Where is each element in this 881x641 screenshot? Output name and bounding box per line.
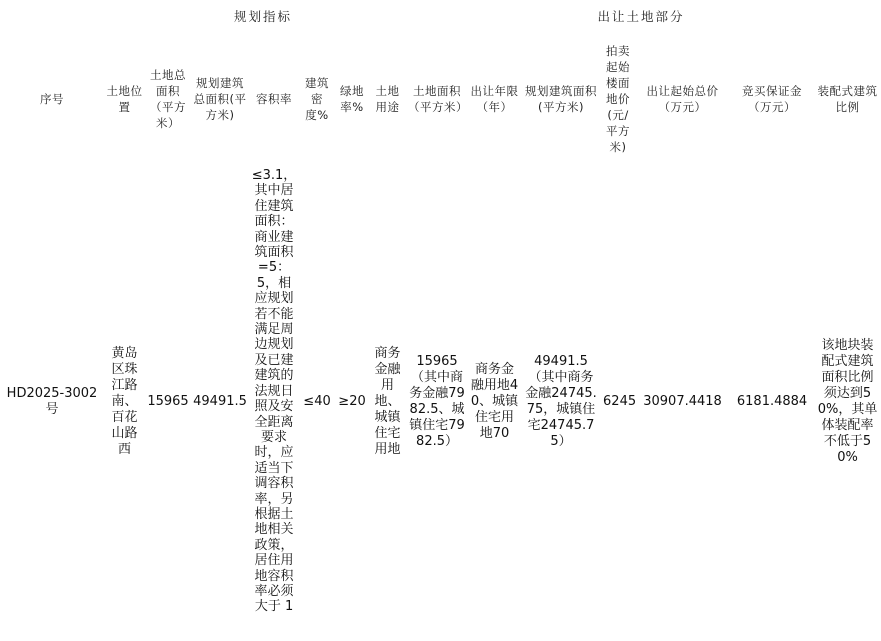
cell-far: ≤3.1，其中居住建筑面积：商业建筑面积=5：5，相应规划若不能满足周边规划及已建建筑的法规日照及安全距离要求时，应适当下调容积率，另根据土地相关政策，居住用地容积率必须大于 1 bbox=[251, 168, 297, 615]
group-header-spacer-right bbox=[814, 0, 881, 34]
group-header-row bbox=[0, 0, 881, 34]
cell-planned-floor-area: 49491.5（其中商务金融24745.75，城镇住宅24745.75） bbox=[525, 353, 597, 449]
col-header-land-area: 土地面积（平方米） bbox=[408, 84, 469, 114]
col-header-far: 容积率 bbox=[256, 92, 293, 106]
cell-planned-building-area: 49491.5 bbox=[193, 393, 247, 409]
col-header-prefab-ratio: 装配式建筑比例 bbox=[817, 84, 878, 114]
cell-building-density: ≤40 bbox=[303, 393, 331, 409]
col-header-bid-deposit: 竞买保证金（万元） bbox=[742, 84, 803, 114]
col-header-building-density: 建筑密度% bbox=[305, 76, 330, 122]
column-header-row bbox=[0, 34, 881, 164]
cell-land-area: 15965（其中商务金融7982.5、城镇住宅7982.5） bbox=[409, 353, 465, 449]
cell-bid-deposit: 6181.4884 bbox=[736, 393, 808, 409]
group-header-spacer-left bbox=[0, 0, 191, 34]
cell-prefab-ratio: 该地块装配式建筑面积比例须达到50%，其单体装配率不低于50% bbox=[817, 337, 878, 465]
col-header-planned-floor-area: 规划建筑面积(平方米) bbox=[525, 84, 598, 114]
cell-auction-start-floor-price: 6245 bbox=[603, 393, 637, 409]
cell-green-rate: ≥20 bbox=[338, 393, 366, 409]
col-header-land-use: 土地用途 bbox=[375, 84, 400, 114]
col-header-location: 土地位置 bbox=[106, 84, 143, 114]
col-header-transfer-start-total-price: 出让起始总价（万元） bbox=[646, 84, 719, 114]
transfer-land-header: 出让土地部分 bbox=[597, 9, 685, 24]
cell-total-area: 15965 bbox=[147, 393, 189, 409]
col-header-auction-start-floor-price: 拍卖起始楼面地价(元/平方米) bbox=[606, 44, 631, 154]
col-header-transfer-years: 出让年限（年） bbox=[470, 84, 519, 114]
cell-land-use: 商务金融用地、城镇住宅用地 bbox=[374, 345, 401, 457]
col-header-seq: 序号 bbox=[40, 92, 64, 106]
col-header-planned-building-area: 规划建筑总面积(平方米) bbox=[193, 76, 247, 122]
col-header-total-area: 土地总面积（平方米） bbox=[150, 68, 186, 130]
cell-transfer-start-total-price: 30907.4418 bbox=[643, 393, 722, 409]
group-header-spacer-mid bbox=[335, 0, 468, 34]
cell-transfer-years: 商务金融用地40、城镇住宅用地70 bbox=[470, 361, 519, 441]
col-header-green-rate: 绿地率% bbox=[340, 84, 365, 114]
cell-seq: HD2025-3002号 bbox=[6, 385, 98, 417]
cell-location: 黄岛区珠江路南、百花山路西 bbox=[111, 345, 138, 457]
planning-indicators-header: 规划指标 bbox=[234, 9, 293, 24]
table-row bbox=[0, 164, 881, 639]
